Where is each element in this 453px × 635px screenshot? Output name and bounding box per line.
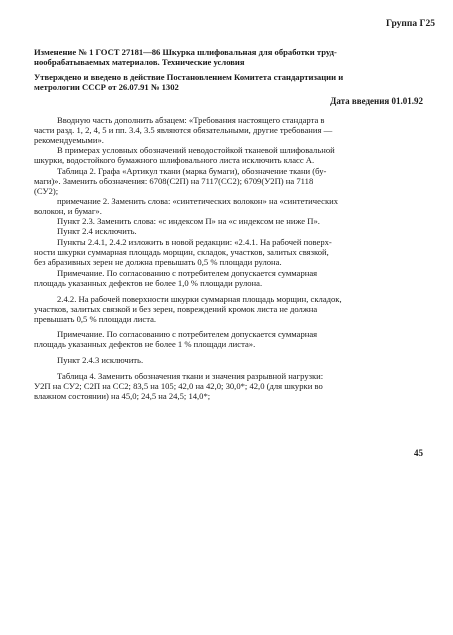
body-line: Пункт 2.3. Заменить слова: «с индексом П» на «с индексом не ниже П».: [57, 216, 320, 226]
body-line: превышать 0,5 % площади листа.: [34, 314, 157, 324]
body-line: волокон, и бумаг».: [34, 206, 102, 216]
header-line-2: нообрабатываемых материалов. Технические условия: [34, 57, 245, 67]
body-line: В примерах условных обозначений неводостойкой тканевой шлифовальной: [57, 145, 335, 155]
body-line: Таблица 4. Заменить обозначения ткани и значения разрывной нагрузки:: [57, 371, 324, 381]
effective-date: Дата введения 01.01.92: [330, 96, 423, 106]
header-line-1: Изменение № 1 ГОСТ 27181—86 Шкурка шлифовальная для обработки труд-: [34, 47, 337, 57]
body-line: Вводную часть дополнить абзацем: «Требования настоящего стандарта в: [57, 115, 325, 125]
body-line: Пункт 2.4 исключить.: [57, 226, 137, 236]
body-line: без абразивных зерен не должна превышать 0,5 % площади рулона.: [34, 257, 282, 267]
note-line: площадь указанных дефектов не более 1 % площади листа».: [34, 339, 256, 349]
body-line: Пункты 2.4.1, 2.4.2 изложить в новой редакции: «2.4.1. На рабочей поверх-: [57, 237, 332, 247]
note-line: площадь указанных дефектов не более 1,0 % площади рулона.: [34, 278, 263, 288]
group-code: Группа Г25: [386, 19, 435, 29]
header-line-3: Утверждено и введено в действие Постановлением Комитета стандартизации и: [34, 72, 344, 82]
page-number: 45: [414, 448, 423, 458]
note-line: Примечание. По согласованию с потребителем допускается суммарная: [57, 268, 318, 278]
body-line: ности шкурки суммарная площадь морщин, складок, участков, залитых связкой,: [34, 247, 329, 257]
body-line: маги)». Заменить обозначения: 6708(С2П) на 7117(СС2); 6709(У2П) на 7118: [34, 176, 314, 186]
body-line: 2.4.2. На рабочей поверхности шкурки суммарная площадь морщин, складок,: [57, 294, 342, 304]
body-line: Пункт 2.4.3 исключить.: [57, 355, 144, 365]
body-line: рекомендуемыми».: [34, 135, 104, 145]
note-line: Примечание. По согласованию с потребителем допускается суммарная: [57, 329, 318, 339]
body-line: примечание 2. Заменить слова: «синтетических волокон» на «синтетических: [57, 196, 339, 206]
body-line: части разд. 1, 2, 4, 5 и пп. 3.4, 3.5 являются обязательными, другие требования —: [34, 125, 333, 135]
header-line-4: метрологии СССР от 26.07.91 № 1302: [34, 82, 179, 92]
body-line: влажном состоянии) на 45,0; 24,5 на 24,5; 14,0*;: [34, 391, 211, 401]
body-line: (СУ2);: [34, 186, 59, 196]
body-line: У2П на СУ2; С2П на СС2; 83,5 на 105; 42,0 на 42,0; 30,0*; 42,0 (для шкурки во: [34, 381, 323, 391]
body-line: участков, залитых связкой и без зерен, повреждений кромок листа не должна: [34, 304, 318, 314]
body-line: шкурки, водостойкого бумажного шлифовального листа исключить класс А.: [34, 155, 315, 165]
body-line: Таблица 2. Графа «Артикул ткани (марка бумаги), обозначение ткани (бу-: [57, 166, 327, 176]
